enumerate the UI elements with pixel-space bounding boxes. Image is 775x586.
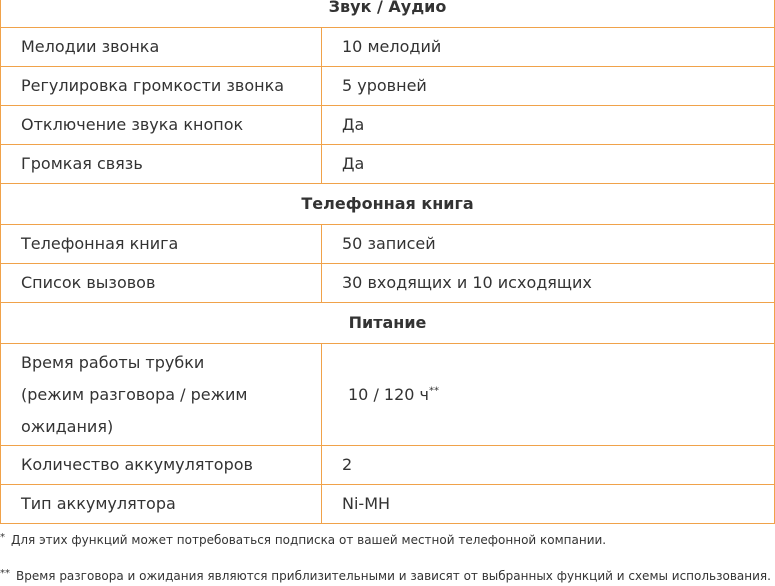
spec-value: 50 записей <box>322 225 775 264</box>
footnote-mark: ** <box>0 568 10 579</box>
spec-label: Количество аккумуляторов <box>1 446 322 485</box>
footnote-2 <box>0 569 771 583</box>
spec-label: Список вызовов <box>1 264 322 303</box>
spec-label: Тип аккумулятора <box>1 485 322 524</box>
spec-value: Да <box>322 106 775 145</box>
table-row <box>1 67 775 106</box>
spec-value: 30 входящих и 10 исходящих <box>322 264 775 303</box>
spec-label: Телефонная книга <box>1 225 322 264</box>
section-header-power <box>1 303 775 344</box>
section-title-audio: Звук / Аудио <box>1 0 775 28</box>
section-title-phonebook: Телефонная книга <box>1 184 775 225</box>
spec-value: 10 / 120 ч <box>348 384 429 404</box>
spec-label: Громкая связь <box>1 145 322 184</box>
table-row <box>1 28 775 67</box>
table-row <box>1 485 775 524</box>
spec-value: Ni-MH <box>322 485 775 524</box>
table-row <box>1 344 775 446</box>
section-title-power: Питание <box>1 303 775 344</box>
footnote-1 <box>0 533 606 547</box>
spec-value-talk-time <box>322 344 775 446</box>
spec-label: Отключение звука кнопок <box>1 106 322 145</box>
footnote-text: Время разговора и ожидания являются приблизительными и зависят от выбранных функций и схемы использования. <box>16 569 771 583</box>
spec-label-talk-time <box>1 344 322 446</box>
section-header-audio <box>1 0 775 28</box>
table-row <box>1 446 775 485</box>
spec-label-line: Время работы трубки <box>21 352 205 372</box>
footnote-mark: * <box>0 532 5 543</box>
footnote-reference: ** <box>429 385 439 397</box>
table-row <box>1 264 775 303</box>
table-row <box>1 106 775 145</box>
spec-label-line: ожидания) <box>21 416 114 436</box>
spec-value: 2 <box>322 446 775 485</box>
section-header-phonebook <box>1 184 775 225</box>
spec-label: Регулировка громкости звонка <box>1 67 322 106</box>
spec-value: 5 уровней <box>322 67 775 106</box>
spec-value: 10 мелодий <box>322 28 775 67</box>
spec-value: Да <box>322 145 775 184</box>
footnote-text: Для этих функций может потребоваться подписка от вашей местной телефонной компании. <box>11 533 607 547</box>
table-row <box>1 225 775 264</box>
table-row <box>1 145 775 184</box>
spec-label-line: (режим разговора / режим <box>21 384 248 404</box>
spec-label: Мелодии звонка <box>1 28 322 67</box>
